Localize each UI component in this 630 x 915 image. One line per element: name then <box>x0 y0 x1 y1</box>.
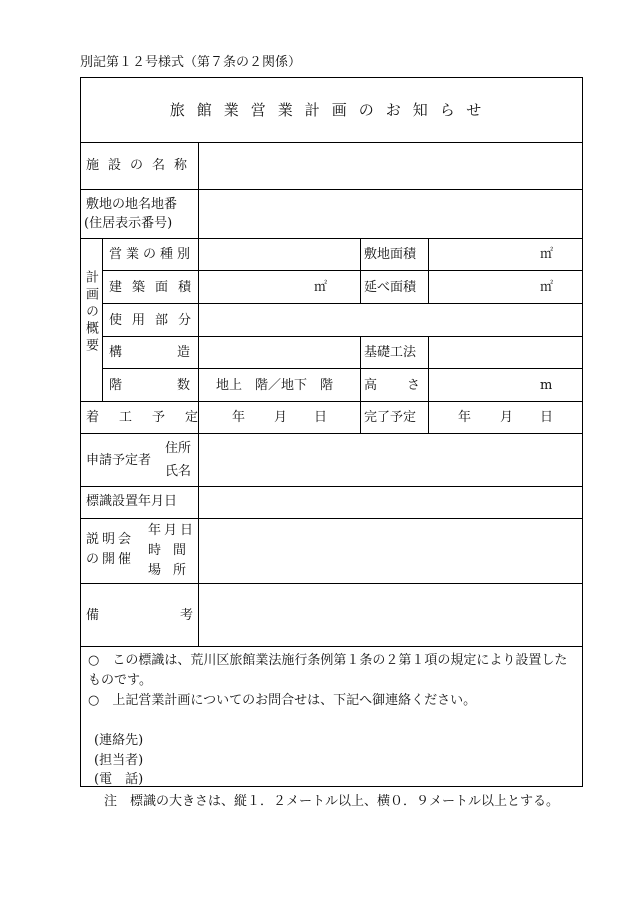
total-floor-area-label: 延べ面積 <box>364 280 417 295</box>
remarks-label: 備考 <box>86 608 275 623</box>
applicant-name-label: 氏名 <box>165 464 192 479</box>
person-in-charge-label: (担当者) <box>94 753 144 768</box>
briefing-label-sub: の開催 <box>86 552 135 567</box>
column-divider <box>360 238 361 303</box>
plan-overview-label: 計画の概要 <box>83 270 98 355</box>
floors-value: 地上 階／地下 階 <box>216 378 334 393</box>
site-area-label: 敷地面積 <box>364 247 417 262</box>
label-column-divider <box>198 142 199 646</box>
contact-label: (連絡先) <box>94 733 144 748</box>
site-area-unit: ㎡ <box>540 247 554 262</box>
usage-part-label: 使用部分 <box>109 313 202 328</box>
start-label: 着工予定 <box>86 410 219 425</box>
overview-column-divider <box>102 238 103 401</box>
column-divider <box>428 238 429 303</box>
row-divider <box>80 646 583 647</box>
height-label: 高さ <box>364 378 451 393</box>
completion-month-unit: 月 <box>500 410 514 425</box>
completion-label: 完了予定 <box>364 410 417 425</box>
row-divider <box>102 270 583 271</box>
height-unit: m <box>540 378 553 393</box>
lot-label-sub: (住居表示番号) <box>84 216 173 231</box>
structure-label <box>109 345 246 360</box>
total-floor-area-unit: ㎡ <box>540 280 554 295</box>
briefing-label: 説明会 <box>86 532 135 547</box>
note-sign-provision: ○ この標識は、荒川区旅館業法施行条例第１条の２第１項の規定により設置したものです。 <box>88 653 568 688</box>
column-divider <box>360 336 361 433</box>
phone-label: (電 話) <box>94 772 144 787</box>
sign-date-label: 標識設置年月日 <box>86 494 178 509</box>
briefing-time-label: 時間 <box>148 543 199 558</box>
briefing-date-label: 年月日 <box>148 523 197 538</box>
row-divider <box>80 583 583 584</box>
start-day-unit: 日 <box>314 410 328 425</box>
completion-year-unit: 年 <box>458 410 472 425</box>
building-area-label: 建築面積 <box>109 280 202 295</box>
row-divider <box>80 518 583 519</box>
applicant-address-label: 住所 <box>165 441 192 456</box>
briefing-place-label: 場所 <box>148 563 199 578</box>
row-divider <box>80 142 583 143</box>
row-divider <box>80 189 583 190</box>
facility-name-label <box>86 158 197 173</box>
completion-day-unit: 日 <box>540 410 554 425</box>
row-divider <box>102 368 583 369</box>
row-divider <box>80 238 583 239</box>
applicant-label: 申請予定者 <box>86 453 152 468</box>
start-month-unit: 月 <box>274 410 288 425</box>
facility-name-text: 施設の名称 <box>86 158 197 173</box>
row-divider <box>80 433 583 434</box>
size-footnote: 注 標識の大きさは、縦１．２メートル以上、横０．９メートル以上とする。 <box>104 794 560 809</box>
building-area-unit: ㎡ <box>314 280 328 295</box>
foundation-label: 基礎工法 <box>364 345 417 360</box>
form-number-label: 別記第１２号様式（第７条の２関係） <box>80 55 302 70</box>
start-year-unit: 年 <box>232 410 246 425</box>
business-type-label: 営業の種別 <box>109 247 195 262</box>
form-title: 旅館業営業計画のお知らせ <box>169 101 494 119</box>
row-divider <box>102 303 583 304</box>
row-divider <box>80 486 583 487</box>
row-divider <box>102 336 583 337</box>
floors-label: 階数 <box>109 378 246 393</box>
lot-label: 敷地の地名地番 <box>86 197 178 212</box>
row-divider <box>80 401 583 402</box>
note-inquiry: ○ 上記営業計画についてのお問合せは、下記へ御連絡ください。 <box>88 693 477 708</box>
structure-text: 構造 <box>109 345 246 360</box>
